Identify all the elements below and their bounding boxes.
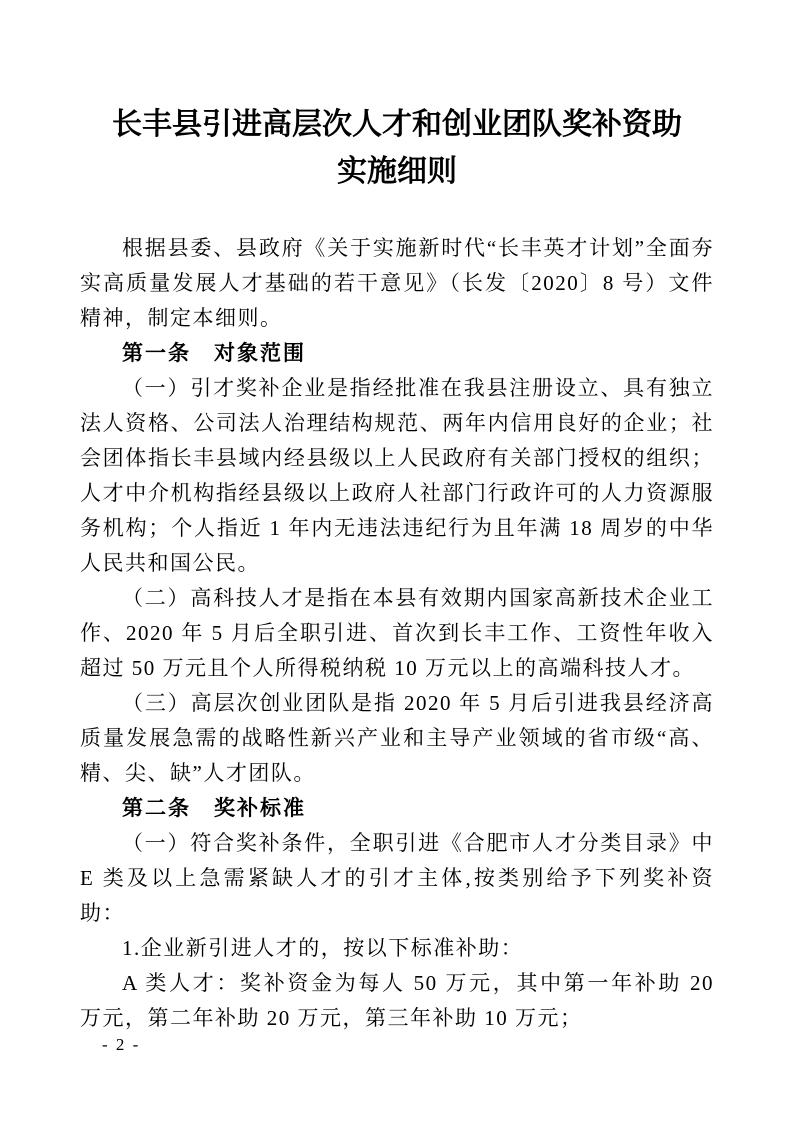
title-line-2: 实施细则 [337,155,457,188]
article-1-heading: 第一条 对象范围 [122,342,306,365]
article-1-item-3: （三）高层次创业团队是指 2020 年 5 月后引进我县经济高质量发展急需的战略性新兴产业和主导产业领域的省市级“高、精、尖、缺”人才团队。 [80,691,714,785]
article-1-item-1: （一）引才奖补企业是指经批准在我县注册设立、具有独立法人资格、公司法人治理结构规范、两年内信用良好的企业；社会团体指长丰县域内经县级以上人民政府有关部门授权的组织；人才中介机构指经县级以上政府人社部门行政许可的人力资源服务机构；个人指近 1 年内无违法违纪行为且年满 18 周岁的中华人民共和国公民。 [80,376,714,575]
article-1-item-2: （二）高科技人才是指在本县有效期内国家高新技术企业工作、2020 年 5 月后全职引进、首次到长丰工作、工资性年收入超过 50 万元且个人所得税纳税 10 万元以上的高端科技人才。 [80,586,714,680]
intro-paragraph: 根据县委、县政府《关于实施新时代“长丰英才计划”全面夯实高质量发展人才基础的若干意见》（长发〔2020〕8 号）文件精神，制定本细则。 [80,236,714,330]
article-2-item-1: （一）符合奖补条件，全职引进《合肥市人才分类目录》中 E 类及以上急需紧缺人才的引才主体,按类别给予下列奖补资助： [80,831,714,925]
page-number: - 2 - [102,1035,141,1054]
document-title [80,101,714,195]
article-2-heading: 第二条 奖补标准 [122,797,306,820]
article-2-sub-item-1: 1.企业新引进人才的，按以下标准补助： [122,936,524,960]
title-line-1: 长丰县引进高层次人才和创业团队奖补资助 [112,108,682,141]
article-2-class-a-standard: A 类人才：奖补资金为每人 50 万元，其中第一年补助 20 万元，第二年补助 20 万元，第三年补助 10 万元； [80,971,714,1030]
document-body [80,231,714,1036]
